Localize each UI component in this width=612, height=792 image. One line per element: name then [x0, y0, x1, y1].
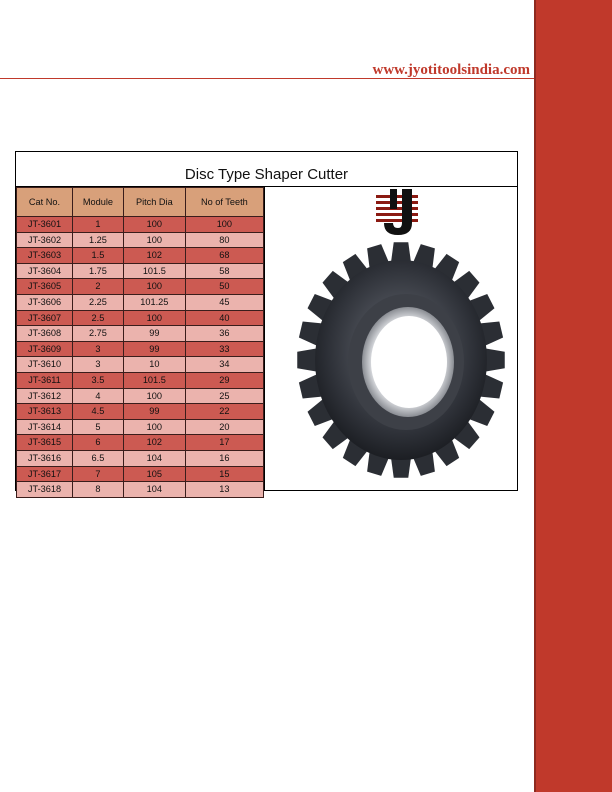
- table-cell: 100: [123, 217, 185, 233]
- table-cell: 36: [185, 326, 263, 342]
- table-row: [17, 482, 264, 498]
- table-cell: 104: [123, 450, 185, 466]
- table-cell: JT-3617: [17, 466, 73, 482]
- table-cell: 100: [123, 310, 185, 326]
- right-accent-bar: [534, 0, 612, 792]
- table-cell: 58: [185, 263, 263, 279]
- website-link[interactable]: www.jyotitoolsindia.com: [372, 62, 530, 78]
- table-row: [17, 357, 264, 373]
- table-cell: JT-3602: [17, 232, 73, 248]
- table-row: [17, 217, 264, 233]
- table-cell: 16: [185, 450, 263, 466]
- table-cell: 2: [72, 279, 123, 295]
- table-cell: 34: [185, 357, 263, 373]
- table-cell: 101.5: [123, 372, 185, 388]
- catalog-title: Disc Type Shaper Cutter: [16, 152, 517, 187]
- table-cell: 40: [185, 310, 263, 326]
- jt-logo-icon: [372, 187, 422, 239]
- table-cell: 80: [185, 232, 263, 248]
- table-cell: 1: [72, 217, 123, 233]
- column-header: Pitch Dia: [123, 188, 185, 217]
- panel-divider: [264, 187, 265, 490]
- spec-table-body: [17, 217, 264, 498]
- table-cell: 4: [72, 388, 123, 404]
- table-cell: 1.25: [72, 232, 123, 248]
- table-cell: 101.5: [123, 263, 185, 279]
- column-header: No of Teeth: [185, 188, 263, 217]
- table-row: [17, 372, 264, 388]
- table-cell: JT-3612: [17, 388, 73, 404]
- table-cell: 101.25: [123, 294, 185, 310]
- table-cell: 6: [72, 435, 123, 451]
- table-row: [17, 294, 264, 310]
- table-cell: 3.5: [72, 372, 123, 388]
- table-cell: 99: [123, 326, 185, 342]
- table-cell: JT-3606: [17, 294, 73, 310]
- table-cell: JT-3618: [17, 482, 73, 498]
- table-cell: 50: [185, 279, 263, 295]
- table-row: [17, 310, 264, 326]
- table-cell: 45: [185, 294, 263, 310]
- table-cell: 20: [185, 419, 263, 435]
- table-cell: 68: [185, 248, 263, 264]
- table-cell: 4.5: [72, 404, 123, 420]
- table-cell: 1.5: [72, 248, 123, 264]
- table-cell: JT-3604: [17, 263, 73, 279]
- table-cell: 100: [123, 279, 185, 295]
- table-cell: 8: [72, 482, 123, 498]
- table-cell: 102: [123, 435, 185, 451]
- table-cell: 2.25: [72, 294, 123, 310]
- gear-bore: [371, 316, 447, 408]
- table-row: [17, 450, 264, 466]
- spec-table: [16, 187, 264, 498]
- table-cell: 100: [185, 217, 263, 233]
- table-row: [17, 232, 264, 248]
- table-cell: 100: [123, 232, 185, 248]
- table-cell: JT-3607: [17, 310, 73, 326]
- table-cell: JT-3611: [17, 372, 73, 388]
- table-cell: 102: [123, 248, 185, 264]
- gear-tooth: [297, 348, 317, 371]
- table-row: [17, 435, 264, 451]
- table-row: [17, 388, 264, 404]
- table-cell: 33: [185, 341, 263, 357]
- table-row: [17, 279, 264, 295]
- table-cell: 2.75: [72, 326, 123, 342]
- table-cell: 13: [185, 482, 263, 498]
- table-cell: JT-3608: [17, 326, 73, 342]
- table-cell: JT-3613: [17, 404, 73, 420]
- column-header: Module: [72, 188, 123, 217]
- table-cell: 100: [123, 419, 185, 435]
- table-cell: 7: [72, 466, 123, 482]
- table-cell: 6.5: [72, 450, 123, 466]
- table-cell: JT-3610: [17, 357, 73, 373]
- table-cell: 99: [123, 341, 185, 357]
- table-row: [17, 326, 264, 342]
- gear-tooth: [391, 242, 411, 262]
- table-cell: 3: [72, 341, 123, 357]
- table-cell: 105: [123, 466, 185, 482]
- table-cell: JT-3605: [17, 279, 73, 295]
- table-row: [17, 466, 264, 482]
- table-cell: 10: [123, 357, 185, 373]
- gear-tooth: [484, 348, 504, 371]
- table-row: [17, 248, 264, 264]
- table-cell: JT-3601: [17, 217, 73, 233]
- table-row: [17, 263, 264, 279]
- table-cell: JT-3614: [17, 419, 73, 435]
- table-cell: JT-3615: [17, 435, 73, 451]
- table-cell: JT-3603: [17, 248, 73, 264]
- table-cell: 104: [123, 482, 185, 498]
- table-cell: JT-3609: [17, 341, 73, 357]
- table-cell: 25: [185, 388, 263, 404]
- table-cell: 1.75: [72, 263, 123, 279]
- table-cell: 100: [123, 388, 185, 404]
- catalog-panel: [15, 151, 518, 495]
- table-cell: 15: [185, 466, 263, 482]
- table-cell: 17: [185, 435, 263, 451]
- table-row: [17, 341, 264, 357]
- table-header-row: [17, 188, 264, 217]
- gear-tooth: [391, 457, 411, 477]
- shaper-cutter-gear-icon: [296, 240, 506, 480]
- column-header: Cat No.: [17, 188, 73, 217]
- table-cell: 5: [72, 419, 123, 435]
- table-row: [17, 404, 264, 420]
- table-cell: 22: [185, 404, 263, 420]
- table-cell: 3: [72, 357, 123, 373]
- table-row: [17, 419, 264, 435]
- table-cell: 29: [185, 372, 263, 388]
- table-cell: JT-3616: [17, 450, 73, 466]
- table-cell: 2.5: [72, 310, 123, 326]
- table-cell: 99: [123, 404, 185, 420]
